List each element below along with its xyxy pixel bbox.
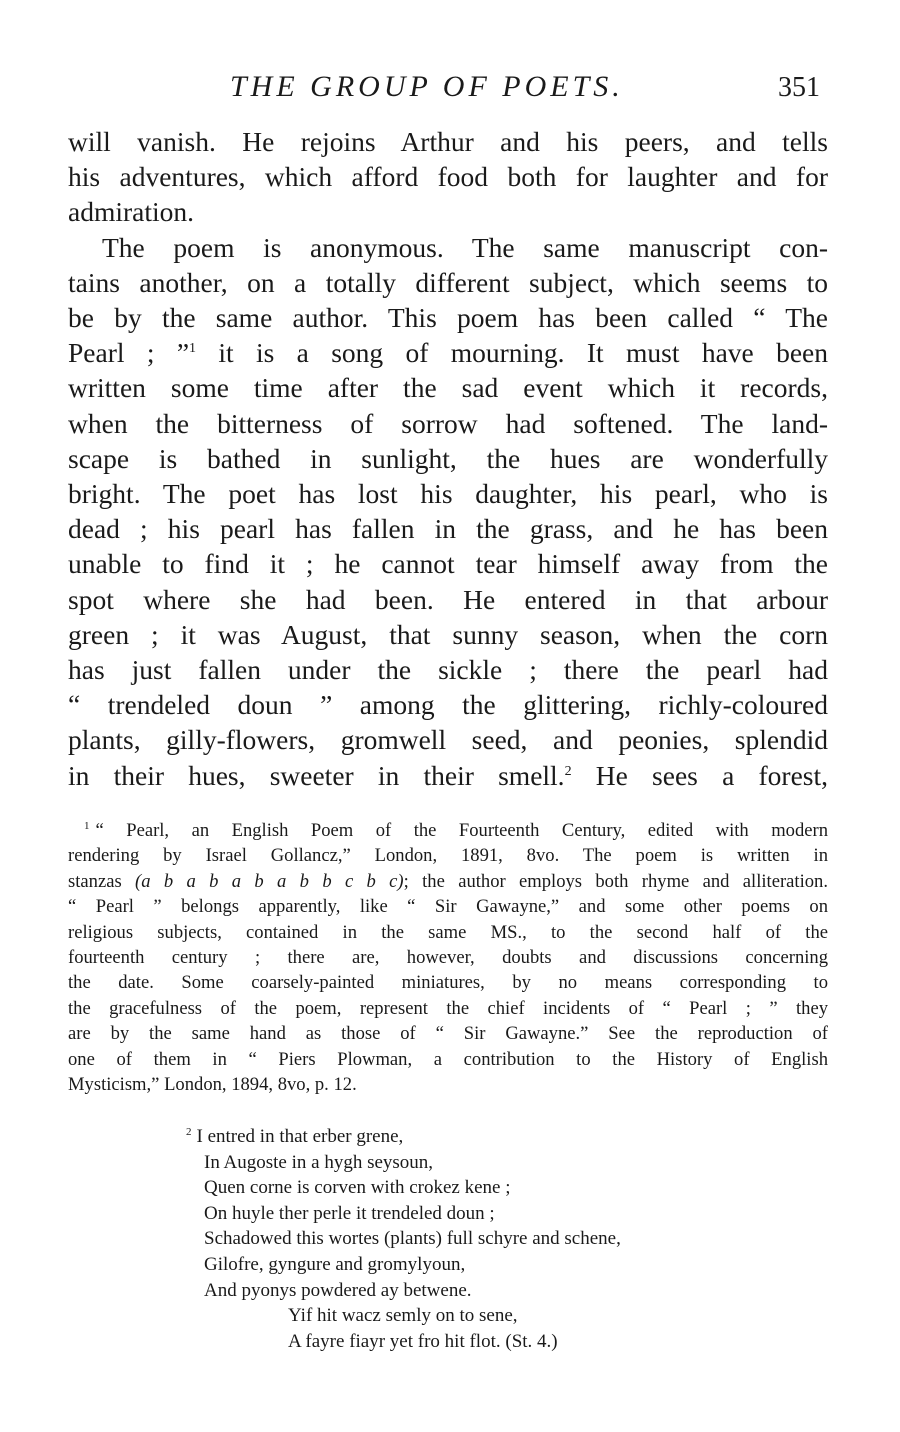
footnote-line (68, 869, 828, 894)
text-line: has just fallen under the sickle ; there the pearl had (68, 654, 828, 686)
footnote-ref-2[interactable]: 2 (564, 763, 572, 779)
footnote-2-verse (186, 1124, 746, 1354)
text-line-with-note-ref (68, 758, 828, 793)
text-line: tains another, on a totally different subject, which seems to (68, 266, 828, 298)
text-line: The poem is anonymous. The same manuscript con- (102, 231, 828, 263)
verse-line: Yif hit wacz semly on to sene, (288, 1305, 518, 1327)
verse-text: I entred in that erber grene, (196, 1126, 404, 1147)
footnote-line: “ Pearl ” belongs apparently, like “ Sir Gawayne,” and some other poems on (68, 896, 828, 918)
rhyme-scheme: (a b a b a b a b b c b c) (135, 870, 404, 892)
text-line: written some time after the sad event which it records, (68, 372, 828, 404)
verse-line: On huyle ther perle it trendeled doun ; (204, 1202, 495, 1224)
text-line: be by the same author. This poem has been called “ The (68, 302, 828, 334)
running-title: THE GROUP OF POETS. (230, 70, 624, 103)
page-number: 351 (778, 72, 820, 103)
text-line-with-note-ref (68, 335, 828, 370)
footnote-line: religious subjects, contained in the same MS., to the second half of the (68, 921, 828, 943)
text-line: “ trendeled doun ” among the glittering, richly-coloured (68, 689, 828, 721)
verse-line: Schadowed this wortes (plants) full schyre and schene, (204, 1228, 621, 1250)
verse-line (186, 1124, 746, 1150)
text-line: green ; it was August, that sunny season, when the corn (68, 618, 828, 650)
text-line: spot where she had been. He entered in that arbour (68, 583, 828, 615)
verse-line: Gilofre, gyngure and gromylyoun, (204, 1253, 466, 1275)
footnote-line: rendering by Israel Gollancz,” London, 1891, 8vo. The poem is written in (68, 845, 828, 867)
verse-line: And pyonys powdered ay betwene. (204, 1279, 472, 1301)
text-line: bright. The poet has lost his daughter, his pearl, who is (68, 478, 828, 510)
text-line: plants, gilly-flowers, gromwell seed, and peonies, splendid (68, 724, 828, 756)
verse-line: Quen corne is corven with crokez kene ; (204, 1177, 511, 1199)
footnote-marker-2: 2 (186, 1126, 192, 1138)
text-line: will vanish. He rejoins Arthur and his peers, and tells (68, 126, 828, 157)
pearl-title-fragment: Pearl ; ” (68, 337, 190, 369)
footnote-line: the date. Some coarsely-painted miniatures, by no means corresponding to (68, 972, 828, 994)
footnote-text: ; the author employs both rhyme and alliteration. (403, 870, 828, 892)
text-fragment: it is a song of mourning. It must have been (218, 337, 829, 369)
footnote-text: “ Pearl, an English Poem of the Fourteenth Century, edited with modern (95, 820, 828, 841)
text-line: when the bitterness of sorrow had softened. The land- (68, 407, 828, 439)
text-line: admiration. (68, 196, 195, 228)
footnote-marker-1: 1 (84, 820, 90, 832)
text-line: unable to find it ; he cannot tear himself away from the (68, 548, 828, 580)
footnote-line: fourteenth century ; there are, however, doubts and discussions concerning (68, 947, 828, 969)
verse-line: A fayre fiayr yet fro hit flot. (St. 4.) (288, 1330, 558, 1352)
verse-line: In Augoste in a hygh seysoun, (204, 1151, 434, 1173)
footnote-ref-1[interactable]: 1 (189, 341, 197, 357)
footnote-text: stanzas (68, 870, 122, 892)
footnote-line: the gracefulness of the poem, represent the chief incidents of “ Pearl ; ” they (68, 997, 828, 1019)
footnote-1 (68, 818, 828, 1097)
footnote-line (68, 818, 828, 843)
text-line: his adventures, which afford food both for laughter and for (68, 161, 828, 193)
text-line: dead ; his pearl has fallen in the grass, and he has been (68, 513, 828, 545)
main-text (68, 124, 828, 793)
text-line: scape is bathed in sunlight, the hues are wonderfully (68, 442, 828, 474)
text-fragment: in their hues, sweeter in their smell. (68, 759, 565, 791)
footnote-line: one of them in “ Piers Plowman, a contribution to the History of English (68, 1048, 828, 1070)
footnote-line: Mysticism,” London, 1894, 8vo, p. 12. (68, 1074, 357, 1096)
text-fragment: He sees a forest, (595, 759, 828, 791)
running-head (0, 70, 900, 110)
footnote-line: are by the same hand as those of “ Sir Gawayne.” See the reproduction of (68, 1023, 828, 1045)
